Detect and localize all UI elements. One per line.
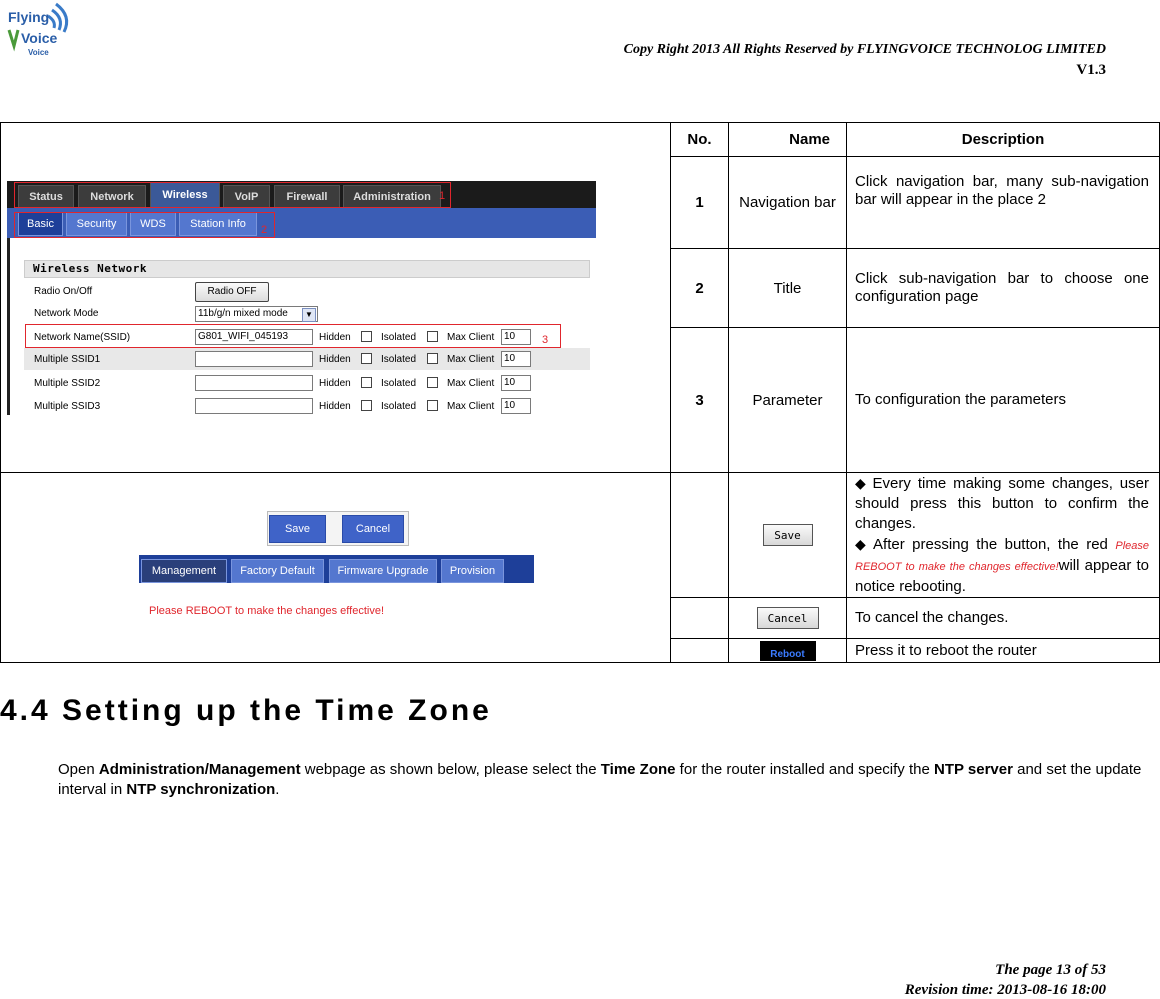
svg-text:Flying: Flying — [8, 9, 50, 25]
reboot-description: Press it to reboot the router — [847, 639, 1160, 663]
hidden-label: Hidden — [319, 331, 351, 343]
left-edge-line — [7, 238, 10, 415]
ssid3-label: Multiple SSID3 — [34, 400, 101, 412]
highlight-box-3 — [25, 324, 561, 348]
nav-tab-wireless[interactable]: Wireless — [150, 182, 220, 209]
save-bullet-2-pre: After pressing the button, the red — [873, 536, 1108, 553]
document-version: V1.3 — [1076, 62, 1106, 78]
row-number-empty — [671, 473, 729, 598]
network-mode-select[interactable] — [195, 306, 318, 322]
nav-tab-firewall[interactable]: Firewall — [274, 185, 340, 209]
nav-tab-voip[interactable]: VoIP — [223, 185, 270, 209]
wireless-basic-screenshot — [1, 124, 671, 472]
save-bullet-1: Every time making some changes, user should press this button to confirm the changes. — [855, 475, 1149, 532]
sub-tab-security[interactable]: Security — [66, 212, 127, 236]
network-mode-value: 11b/g/n mixed mode — [198, 308, 288, 319]
ssid1-label: Multiple SSID1 — [34, 353, 101, 365]
max-client-input[interactable]: 10 — [501, 351, 531, 367]
para-bold-timezone: Time Zone — [600, 761, 676, 778]
col-header-description: Description — [847, 123, 1160, 157]
cancel-button-sample[interactable]: Cancel — [757, 607, 819, 629]
hidden-checkbox[interactable] — [361, 400, 372, 411]
row-number: 1 — [671, 157, 729, 249]
para-bold-admin: Administration/Management — [98, 761, 301, 778]
ssid-input[interactable]: G801_WIFI_045193 — [195, 329, 313, 345]
reboot-warning: Please REBOOT to make the changes effective! — [149, 605, 384, 617]
max-client-input[interactable]: 10 — [501, 329, 531, 345]
save-bullet-2-red: Please REBOOT to make the changes effective! — [855, 540, 1149, 573]
col-header-no: No. — [671, 123, 729, 157]
revision-time: Revision time: 2013-08-16 18:00 — [904, 982, 1106, 998]
tab-firmware-upgrade[interactable]: Firmware Upgrade — [329, 559, 437, 583]
nav-tab-network[interactable]: Network — [78, 185, 146, 209]
hidden-checkbox[interactable] — [361, 377, 372, 388]
diamond-bullet-icon: ◆ — [855, 536, 870, 552]
nav-tab-administration[interactable]: Administration — [343, 185, 441, 209]
save-bullet-2-post: will appear to notice rebooting. — [855, 557, 1149, 595]
flyingvoice-logo — [6, 2, 76, 60]
max-client-input[interactable]: 10 — [501, 375, 531, 391]
cancel-button[interactable]: Cancel — [342, 515, 404, 543]
row-name: Navigation bar — [729, 157, 847, 249]
reboot-button-cell — [729, 639, 847, 663]
para-text: for the router installed and specify the — [675, 761, 934, 778]
row-name: Title — [729, 249, 847, 328]
col-header-name: Name — [729, 123, 847, 157]
tab-factory-default[interactable]: Factory Default — [231, 559, 324, 583]
diamond-bullet-icon: ◆ — [855, 475, 869, 491]
row-number: 2 — [671, 249, 729, 328]
max-client-label: Max Client — [447, 377, 495, 389]
wireless-screenshot-cell — [1, 123, 671, 473]
isolated-label: Isolated — [381, 400, 417, 412]
sub-tab-basic[interactable]: Basic — [18, 212, 63, 236]
para-text: . — [275, 781, 280, 798]
save-button-sample[interactable]: Save — [763, 524, 813, 546]
max-client-label: Max Client — [447, 353, 495, 365]
interface-description-table — [0, 122, 1160, 663]
marker-3: 3 — [542, 333, 549, 346]
nav-tab-status[interactable]: Status — [18, 185, 74, 209]
ssid-label: Network Name(SSID) — [34, 331, 131, 343]
ssid1-input[interactable] — [195, 351, 313, 367]
row-number-empty — [671, 639, 729, 663]
management-screenshot — [1, 475, 671, 660]
isolated-checkbox[interactable] — [427, 353, 438, 364]
management-screenshot-cell — [1, 473, 671, 663]
hidden-checkbox[interactable] — [361, 353, 372, 364]
network-mode-label: Network Mode — [34, 307, 99, 319]
save-button[interactable]: Save — [269, 515, 326, 543]
ssid2-input[interactable] — [195, 375, 313, 391]
section-paragraph — [58, 760, 1148, 800]
row-name: Parameter — [729, 328, 847, 473]
svg-text:Voice: Voice — [28, 48, 49, 57]
highlight-box-1 — [14, 182, 451, 208]
max-client-label: Max Client — [447, 400, 495, 412]
para-text: webpage as shown below, please select the — [300, 761, 601, 778]
save-button-cell — [729, 473, 847, 598]
sub-tab-wds[interactable]: WDS — [130, 212, 176, 236]
isolated-label: Isolated — [381, 377, 417, 389]
ssid2-label: Multiple SSID2 — [34, 377, 101, 389]
hidden-label: Hidden — [319, 400, 351, 412]
row-description: To configuration the parameters — [847, 328, 1160, 473]
hidden-label: Hidden — [319, 377, 351, 389]
para-bold-ntp-server: NTP server — [934, 761, 1013, 778]
marker-2: 2 — [261, 223, 268, 236]
tab-management[interactable]: Management — [141, 559, 227, 583]
radio-onoff-label: Radio On/Off — [34, 285, 93, 297]
isolated-label: Isolated — [381, 353, 417, 365]
row-description: Click sub-navigation bar to choose one configuration page — [847, 249, 1160, 328]
section-heading: 4.4 Setting up the Time Zone — [0, 694, 492, 727]
para-bold-ntp-sync: NTP synchronization — [126, 781, 276, 798]
copyright-notice: Copy Right 2013 All Rights Reserved by FLYINGVOICE TECHNOLOG LIMITED — [623, 42, 1106, 57]
ssid3-input[interactable] — [195, 398, 313, 414]
row-description: Click navigation bar, many sub-navigation bar will appear in the place 2 — [847, 157, 1160, 249]
page-number: The page 13 of 53 — [995, 962, 1106, 978]
para-text: and set the update interval in — [58, 761, 1142, 798]
sub-tab-station-info[interactable]: Station Info — [179, 212, 257, 236]
cancel-button-cell — [729, 598, 847, 639]
hidden-label: Hidden — [319, 353, 351, 365]
row-number-empty — [671, 598, 729, 639]
radio-off-button[interactable]: Radio OFF — [195, 282, 269, 302]
chevron-down-icon: ▼ — [302, 308, 316, 322]
svg-text:Voice: Voice — [21, 30, 58, 46]
reboot-button-sample[interactable]: Reboot — [760, 641, 816, 661]
isolated-checkbox[interactable] — [427, 400, 438, 411]
isolated-label: Isolated — [381, 331, 417, 343]
para-text: Open — [58, 761, 99, 778]
save-description — [847, 473, 1160, 598]
isolated-checkbox[interactable] — [427, 377, 438, 388]
highlight-box-2 — [14, 212, 275, 238]
cancel-description: To cancel the changes. — [847, 598, 1160, 639]
tab-provision[interactable]: Provision — [441, 559, 504, 583]
max-client-input[interactable]: 10 — [501, 398, 531, 414]
max-client-label: Max Client — [447, 331, 495, 343]
wireless-network-header: Wireless Network — [24, 260, 590, 278]
row-number: 3 — [671, 328, 729, 473]
marker-1: 1 — [439, 189, 446, 202]
